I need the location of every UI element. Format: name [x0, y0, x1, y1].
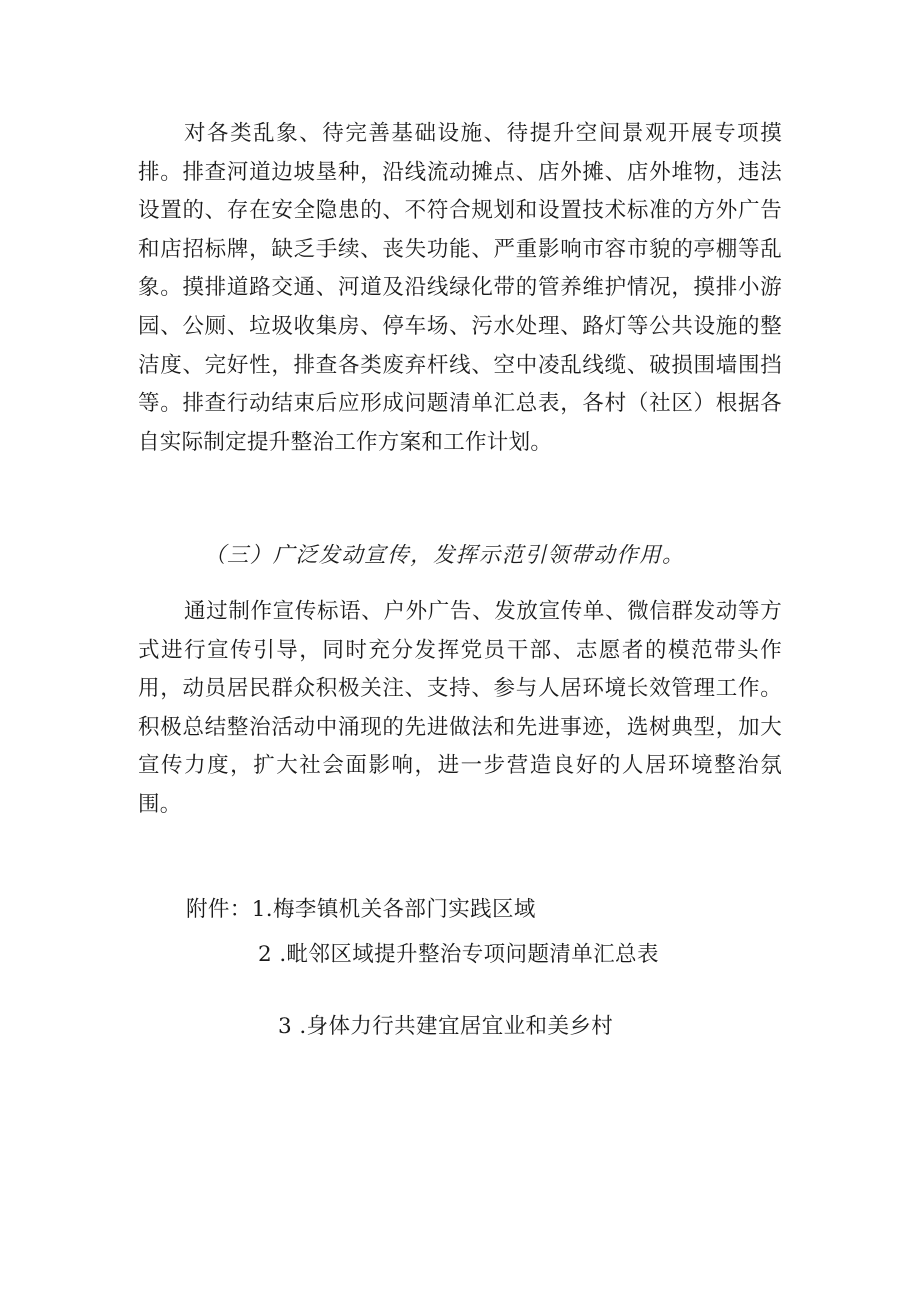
attachment-item-3: 3 .身体力行共建宜居宜业和美乡村	[278, 1014, 614, 1039]
attachment-item-1: 附件：1.梅李镇机关各部门实践区域	[186, 897, 536, 922]
section-heading: （三）广泛发动宣传，发挥示范引领带动作用。	[204, 543, 685, 568]
body-paragraph-1: 对各类乱象、待完善基础设施、待提升空间景观开展专项摸排。排查河道边坡垦种，沿线流动摊点、店外摊、店外堆物，违法设置的、存在安全隐患的、不符合规划和设置技术标准的方外广告和店招标牌，缺乏手续、丧失功能、严重影响市容市貌的亭棚等乱象。摸排道路交通、河道及沿线绿化带的管养维护情况，摸排小游园、公厕、垃圾收集房、停车场、污水处理、路灯等公共设施的整洁度、完好性，排查各类废弃杆线、空中凌乱线缆、破损围墙围挡等。排查行动结束后应形成问题清单汇总表，各村（社区）根据各自实际制定提升整治工作方案和工作计划。	[138, 121, 782, 455]
attachment-item-2: 2 .毗邻区域提升整治专项问题清单汇总表	[258, 942, 659, 967]
body-paragraph-2: 通过制作宣传标语、户外广告、发放宣传单、微信群发动等方式进行宣传引导，同时充分发挥党员干部、志愿者的模范带头作用，动员居民群众积极关注、支持、参与人居环境长效管理工作。积极总结整治活动中涌现的先进做法和先进事迹，选树典型，加大宣传力度，扩大社会面影响，进一步营造良好的人居环境整治氛围。	[138, 599, 782, 817]
